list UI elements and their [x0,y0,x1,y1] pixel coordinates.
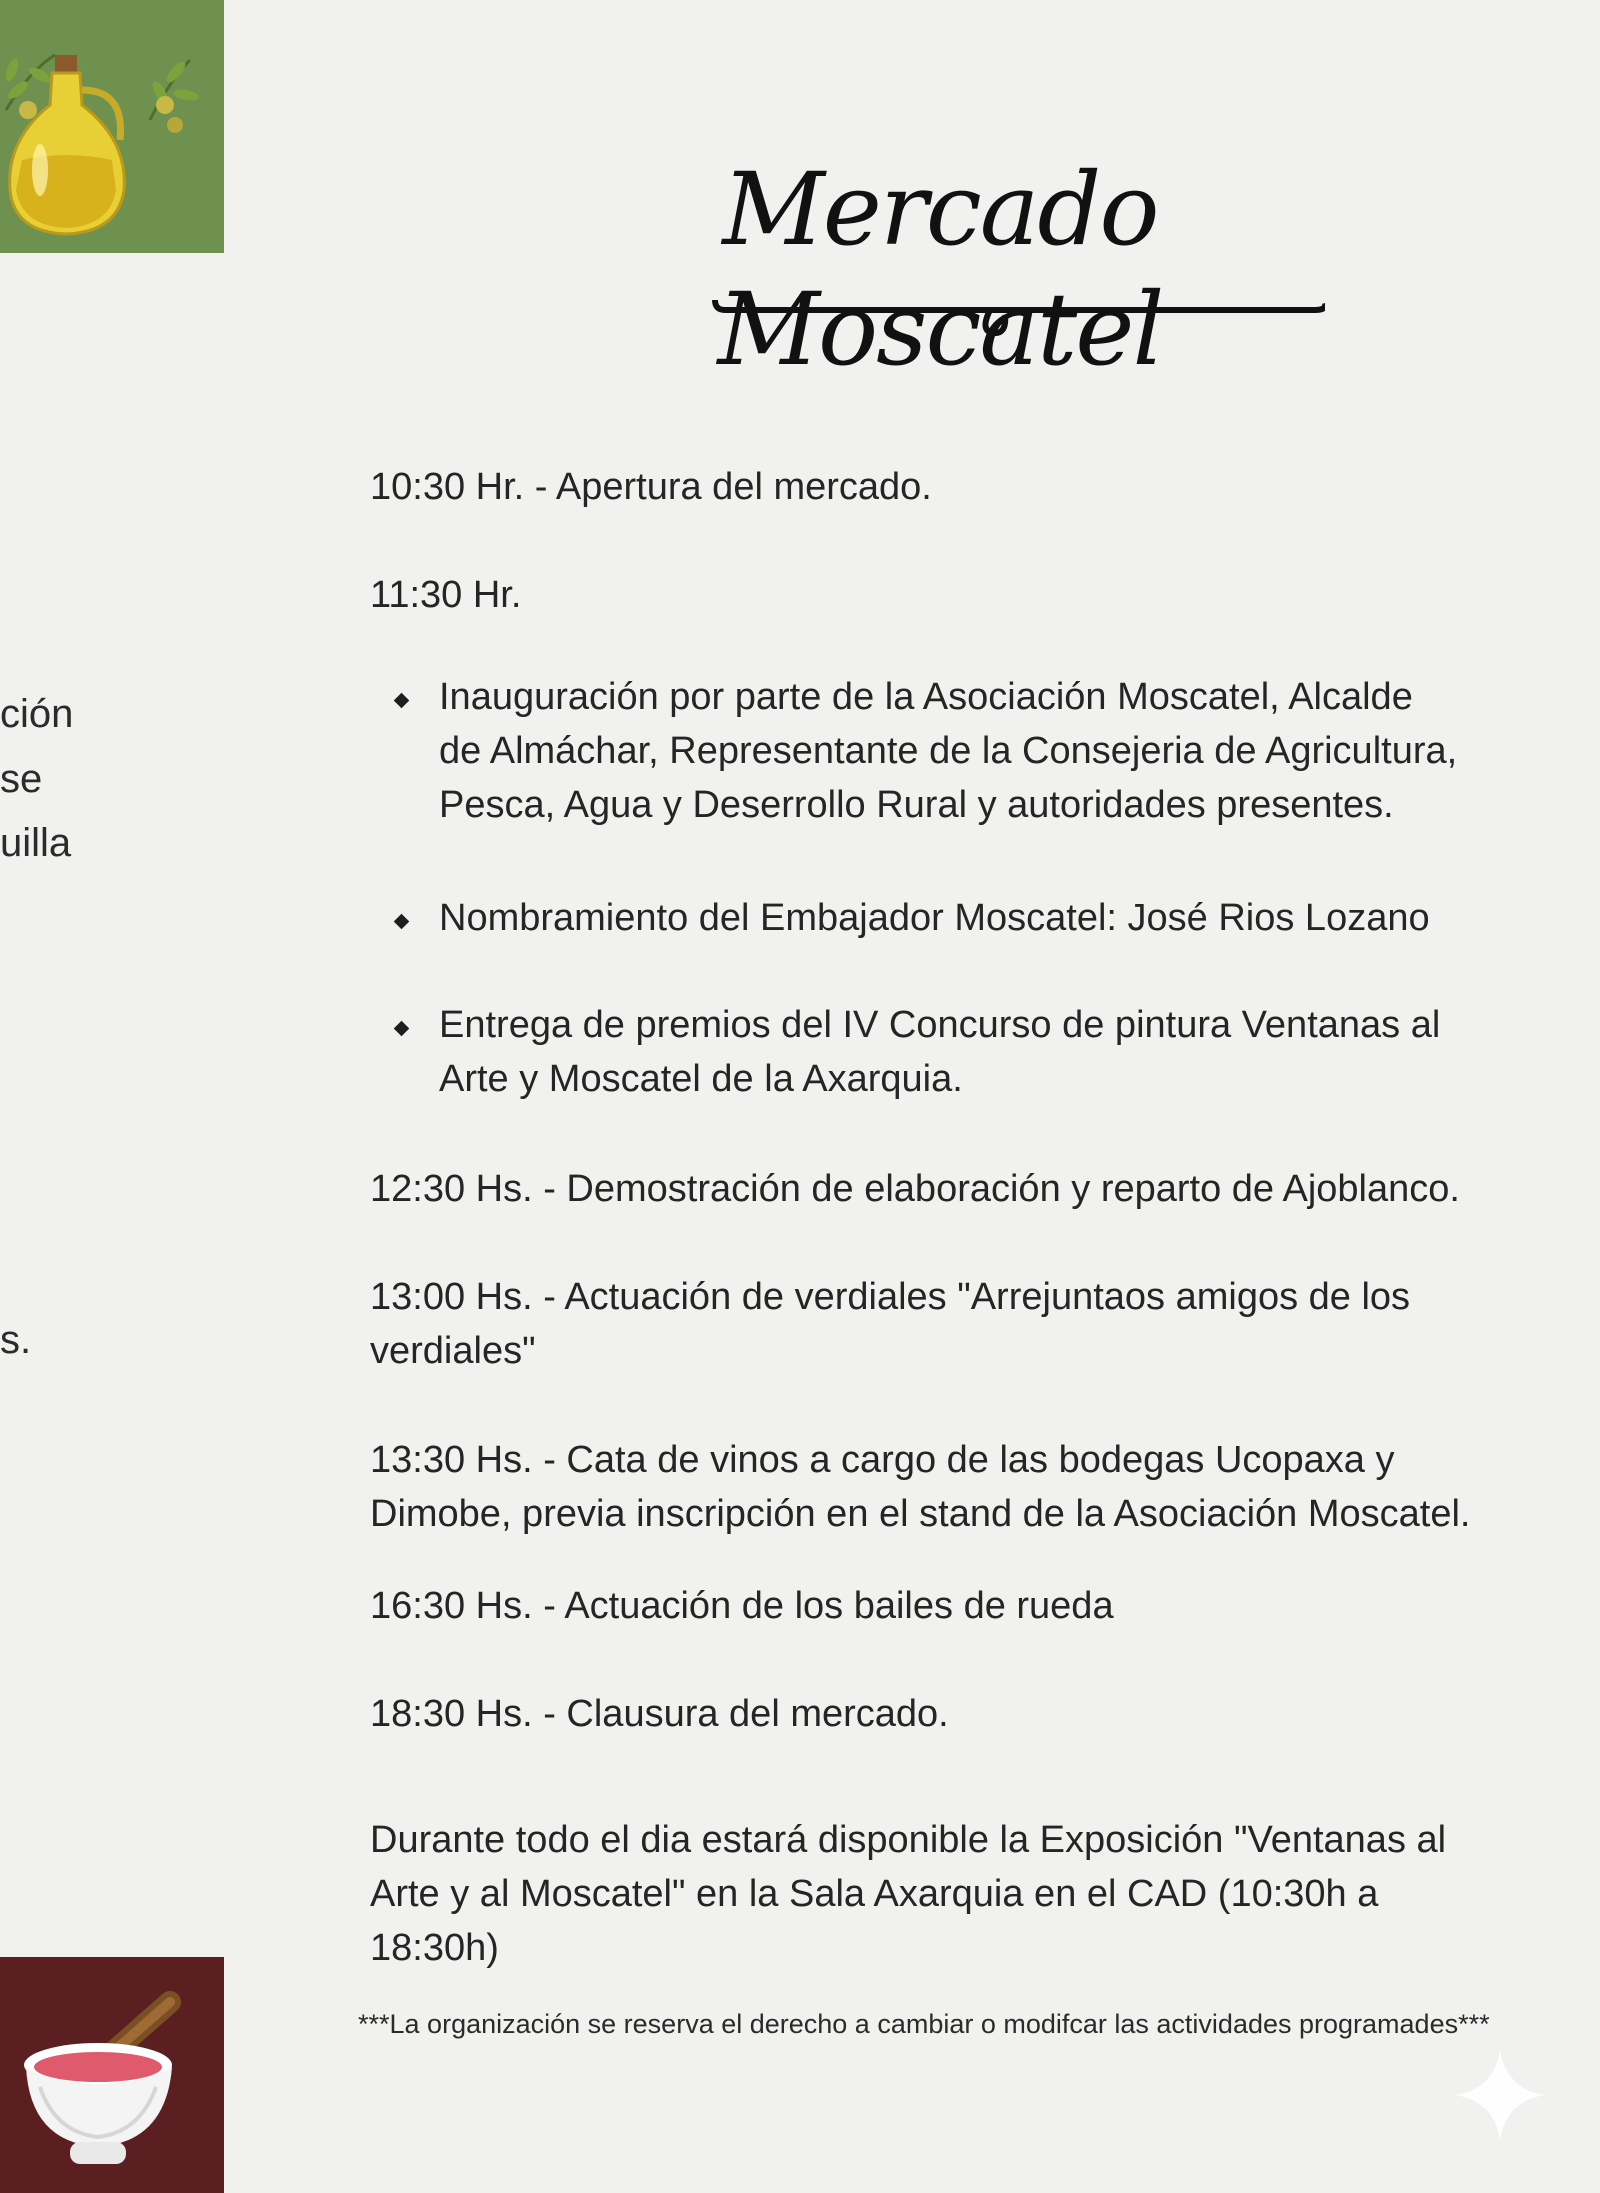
list-item-text: Nombramiento del Embajador Moscatel: José Rios Lozano [439,897,1430,939]
olive-oil-tile [0,0,224,253]
schedule-item-1130: 11:30 Hr. [370,574,522,616]
olive-oil-bottle-icon [0,0,224,253]
title-underline [555,175,1325,355]
bullet-icon [394,1021,410,1037]
schedule-item-1830: 18:30 Hs. - Clausura del mercado. [370,1693,949,1735]
bullet-icon [394,693,410,709]
mortar-tile [0,1957,224,2193]
margin-fragment: se [0,757,43,801]
schedule-item-1630: 16:30 Hs. - Actuación de los bailes de rueda [370,1585,1114,1627]
list-item-text: Entrega de premios del IV Concurso de pintura Ventanas al Arte y Moscatel de la Axarquia. [439,1004,1441,1100]
mortar-and-pestle-icon [0,1957,224,2193]
exhibition-note: Durante todo el dia estará disponible la Exposición "Ventanas al Arte y al Moscatel" en la Sala Axarquia en el CAD (10:30h a 18:30h) [370,1819,1447,1969]
margin-fragment: uilla [0,821,72,865]
bullet-icon [394,914,410,930]
schedule-item-1230: 12:30 Hs. - Demostración de elaboración y reparto de Ajoblanco. [370,1168,1460,1210]
schedule-item-1300: 13:00 Hs. - Actuación de verdiales "Arrejuntaos amigos de los verdiales" [370,1276,1411,1372]
margin-fragment: ción [0,692,74,736]
disclaimer: ***La organización se reserva el derecho a cambiar o modifcar las actividades programades*** [358,2009,1490,2039]
sparkle-icon [1450,2045,1550,2145]
page-title: Mercado Moscatel [717,151,1163,388]
margin-fragment: s. [0,1318,32,1362]
schedule-item-1330: 13:30 Hs. - Cata de vinos a cargo de las bodegas Ucopaxa y Dimobe, previa inscripción en el stand de la Asociación Moscatel. [370,1439,1471,1535]
list-item-text: Inauguración por parte de la Asociación Moscatel, Alcalde de Almáchar, Representante de la Consejeria de Agricultura, Pesca, Agua y Deserrollo Rural y autoridades presentes. [439,676,1458,826]
schedule-item-1030: 10:30 Hr. - Apertura del mercado. [370,466,932,508]
